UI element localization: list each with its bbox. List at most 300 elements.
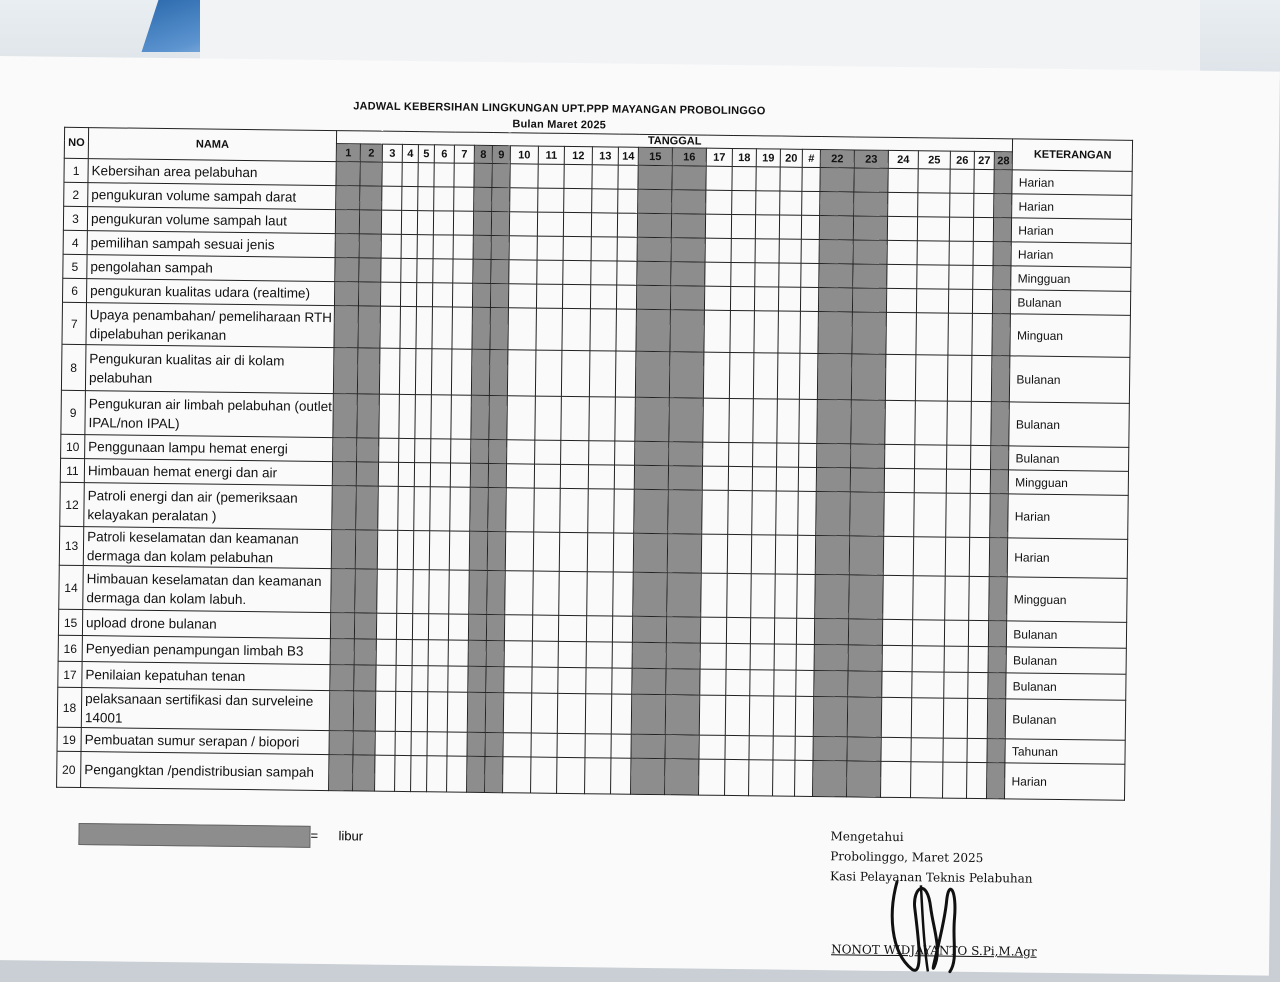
day-cell: [563, 212, 591, 236]
day-cell: [779, 239, 801, 263]
day-cell: [614, 465, 634, 489]
day-cell: [379, 438, 399, 462]
day-cell: [450, 463, 470, 487]
day-cell: [560, 488, 589, 532]
day-cell: [775, 574, 798, 618]
holiday-cell: [334, 282, 358, 306]
holiday-cell: [819, 240, 853, 264]
activity-name: Upaya penambahan/ pemeliharaan RTH dipelabuhan perikanan: [86, 303, 334, 348]
day-cell: [883, 536, 913, 575]
day-cell: [376, 665, 396, 691]
holiday-cell: [635, 397, 670, 441]
holiday-cell: [336, 186, 360, 210]
holiday-cell: [666, 669, 700, 695]
day-cell: [947, 401, 972, 445]
holiday-cell: [469, 531, 487, 570]
day-cell: [617, 213, 637, 237]
day-cell: [795, 736, 813, 760]
holiday-cell: [474, 187, 492, 211]
day-header: 4: [402, 144, 418, 162]
day-cell: [944, 646, 968, 672]
day-cell: [453, 211, 473, 235]
day-cell: [700, 669, 726, 695]
day-cell: [416, 283, 432, 307]
day-cell: [945, 537, 969, 576]
holiday-cell: [667, 573, 702, 617]
day-cell: [755, 215, 779, 239]
day-cell: [558, 615, 586, 641]
day-cell: [509, 236, 537, 260]
day-cell: [401, 210, 417, 234]
day-cell: [756, 167, 780, 191]
holiday-cell: [669, 352, 704, 398]
row-number: 18: [57, 687, 81, 727]
day-cell: [752, 467, 776, 491]
day-cell: [397, 569, 414, 613]
day-cell: [613, 572, 634, 616]
day-cell: [948, 289, 972, 313]
holiday-cell: [988, 647, 1007, 673]
day-cell: [505, 571, 534, 615]
holiday-cell: [818, 288, 852, 312]
day-cell: [950, 193, 974, 217]
day-cell: [510, 188, 538, 212]
day-cell: [428, 666, 448, 692]
holiday-cell: [637, 213, 671, 237]
holiday-cell: [667, 534, 701, 573]
day-cell: [752, 491, 777, 535]
holiday-cell: [485, 732, 503, 756]
holiday-cell: [815, 536, 849, 575]
holiday-cell: [853, 240, 887, 264]
row-number: 16: [58, 635, 82, 661]
row-number: 17: [58, 661, 82, 687]
day-cell: [504, 667, 532, 693]
day-cell: [780, 167, 802, 191]
day-cell: [564, 188, 592, 212]
day-cell: [402, 186, 418, 210]
row-number: 1: [64, 158, 88, 182]
day-cell: [703, 398, 730, 442]
day-cell: [699, 735, 725, 759]
holiday-cell: [668, 490, 703, 534]
day-cell: [589, 397, 616, 441]
day-cell: [968, 646, 988, 672]
holiday-cell: [671, 238, 705, 262]
activity-name: pelaksanaan sertifikasi dan surveleine 14001: [81, 688, 329, 731]
day-cell: [452, 307, 473, 349]
day-cell: [612, 616, 632, 642]
holiday-cell: [665, 759, 699, 795]
holiday-cell: [636, 309, 671, 351]
day-cell: [915, 401, 948, 445]
day-cell: [412, 666, 428, 692]
header-nama: NAMA: [88, 128, 336, 162]
holiday-cell: [471, 349, 490, 395]
holiday-cell: [467, 732, 485, 756]
day-cell: [451, 349, 472, 395]
holiday-cell: [993, 218, 1012, 242]
day-cell: [453, 259, 473, 283]
day-cell: [918, 169, 950, 193]
day-cell: [611, 734, 631, 758]
day-header: 19: [756, 149, 780, 167]
day-header: 12: [564, 146, 592, 164]
day-cell: [557, 733, 585, 757]
day-cell: [534, 488, 561, 532]
day-cell: [753, 353, 778, 399]
day-cell: [585, 694, 611, 734]
day-cell: [503, 733, 531, 757]
day-cell: [432, 283, 452, 307]
day-cell: [800, 287, 818, 311]
day-cell: [731, 214, 755, 238]
day-cell: [413, 570, 430, 614]
day-cell: [533, 571, 560, 615]
day-cell: [400, 282, 416, 306]
day-cell: [534, 464, 560, 488]
holiday-cell: [847, 761, 881, 797]
day-cell: [589, 441, 615, 465]
activity-name: Himbauan keselamatan dan keamanan dermaga dan kolam labuh.: [83, 566, 332, 613]
day-cell: [381, 234, 401, 258]
holiday-cell: [850, 492, 885, 536]
day-cell: [800, 311, 819, 353]
day-cell: [911, 738, 943, 762]
day-cell: [972, 289, 992, 313]
holiday-cell: [814, 618, 848, 644]
day-header: 10: [510, 146, 538, 164]
day-header: 13: [592, 147, 618, 165]
holiday-cell: [992, 314, 1011, 356]
day-cell: [801, 239, 819, 263]
day-cell: [418, 163, 434, 187]
day-cell: [417, 259, 433, 283]
holiday-cell: [330, 665, 354, 691]
day-cell: [799, 443, 817, 467]
day-cell: [943, 698, 967, 738]
day-cell: [915, 445, 947, 469]
frequency-note: Mingguan: [1009, 470, 1129, 495]
day-cell: [591, 261, 617, 285]
holiday-cell: [848, 671, 882, 697]
day-cell: [433, 259, 453, 283]
day-cell: [447, 692, 467, 732]
day-cell: [398, 462, 414, 486]
day-cell: [562, 284, 590, 308]
day-cell: [506, 488, 535, 532]
holiday-cell: [472, 307, 491, 349]
row-number: 14: [59, 565, 84, 609]
day-cell: [881, 761, 911, 797]
holiday-cell: [329, 691, 353, 731]
holiday-cell: [357, 394, 380, 438]
day-cell: [418, 187, 434, 211]
frequency-note: Harian: [1005, 763, 1125, 800]
day-cell: [967, 762, 987, 798]
day-cell: [946, 469, 970, 493]
frequency-note: Harian: [1008, 494, 1129, 539]
day-cell: [750, 618, 774, 644]
holiday-cell: [818, 312, 853, 354]
day-header: 18: [732, 148, 756, 166]
day-cell: [617, 237, 637, 261]
holiday-cell: [987, 739, 1006, 763]
day-cell: [592, 189, 618, 213]
holiday-cell: [847, 737, 881, 761]
day-cell: [561, 396, 590, 440]
day-cell: [507, 396, 536, 440]
day-cell: [395, 755, 411, 791]
holiday-cell: [634, 489, 669, 533]
holiday-cell: [357, 348, 380, 394]
day-cell: [753, 443, 777, 467]
holiday-cell: [492, 188, 510, 212]
day-header: 15: [638, 147, 672, 165]
day-cell: [535, 350, 562, 396]
day-cell: [395, 691, 411, 731]
day-cell: [971, 355, 992, 401]
holiday-cell: [854, 168, 888, 192]
holiday-cell: [816, 468, 850, 492]
activity-name: Penggunaan lampu hemat energi: [85, 435, 333, 462]
day-header: 16: [672, 148, 706, 166]
handwritten-signature: [884, 867, 965, 978]
header-tanggal: TANGGAL: [336, 131, 1012, 152]
holiday-cell: [850, 468, 884, 492]
holiday-cell: [491, 236, 509, 260]
day-header: 24: [888, 150, 918, 168]
day-header: 8: [474, 145, 492, 163]
holiday-cell: [468, 666, 486, 692]
day-cell: [382, 186, 402, 210]
holiday-cell: [332, 462, 356, 486]
row-number: 2: [64, 182, 88, 206]
day-cell: [700, 643, 726, 669]
day-cell: [414, 463, 430, 487]
day-cell: [381, 258, 401, 282]
holiday-cell: [632, 616, 666, 642]
frequency-note: Bulanan: [1011, 290, 1131, 315]
day-cell: [727, 573, 752, 617]
frequency-note: Bulanan: [1009, 446, 1129, 471]
holiday-cell: [486, 614, 504, 640]
day-cell: [726, 643, 750, 669]
holiday-cell: [638, 165, 672, 189]
holiday-cell: [356, 486, 379, 530]
holiday-cell: [987, 699, 1006, 739]
holiday-cell: [633, 533, 667, 572]
day-cell: [411, 756, 427, 792]
holiday-cell: [471, 439, 489, 463]
holiday-cell: [631, 758, 665, 794]
holiday-cell: [486, 666, 504, 692]
day-cell: [416, 307, 433, 349]
day-cell: [970, 469, 990, 493]
holiday-cell: [330, 639, 354, 665]
holiday-cell: [489, 350, 508, 396]
day-cell: [415, 349, 432, 395]
day-cell: [973, 217, 993, 241]
frequency-note: Mingguan: [1007, 577, 1128, 622]
day-cell: [702, 490, 729, 534]
holiday-cell: [851, 354, 886, 400]
holiday-cell: [852, 288, 886, 312]
holiday-cell: [813, 696, 847, 736]
day-cell: [505, 532, 533, 571]
holiday-cell: [991, 446, 1010, 470]
day-cell: [449, 531, 469, 570]
frequency-note: Harian: [1011, 242, 1131, 267]
day-cell: [417, 235, 433, 259]
day-cell: [535, 396, 562, 440]
day-cell: [533, 532, 559, 571]
holiday-cell: [335, 258, 359, 282]
day-cell: [615, 351, 636, 397]
holiday-cell: [359, 210, 381, 234]
day-cell: [974, 193, 994, 217]
holiday-cell: [354, 639, 376, 665]
day-cell: [447, 732, 467, 756]
day-cell: [756, 191, 780, 215]
day-cell: [970, 493, 991, 537]
day-cell: [504, 641, 532, 667]
day-header: 23: [854, 150, 888, 168]
holiday-cell: [819, 264, 853, 288]
day-cell: [701, 534, 727, 573]
day-cell: [780, 191, 802, 215]
day-cell: [774, 644, 796, 670]
day-cell: [537, 212, 563, 236]
day-cell: [615, 441, 635, 465]
holiday-cell: [488, 463, 506, 487]
day-cell: [730, 286, 754, 310]
day-cell: [884, 492, 915, 536]
sign-line-acknowledged: Mengetahui: [830, 829, 904, 845]
day-cell: [699, 759, 725, 795]
day-cell: [400, 306, 417, 348]
day-cell: [395, 731, 411, 755]
holiday-cell: [991, 356, 1010, 402]
day-cell: [401, 234, 417, 258]
activity-name: Pengukuran air limbah pelabuhan (outlet IPAL/non IPAL): [85, 391, 334, 438]
holiday-cell: [491, 260, 509, 284]
day-cell: [917, 217, 949, 241]
day-cell: [918, 193, 950, 217]
day-cell: [912, 620, 944, 646]
day-cell: [397, 530, 413, 569]
day-cell: [532, 641, 558, 667]
day-cell: [702, 466, 728, 490]
holiday-cell: [814, 670, 848, 696]
document-title: JADWAL KEBERSIHAN LINGKUNGAN UPT.PPP MAYANGAN PROBOLINGGO: [353, 100, 766, 118]
day-cell: [509, 260, 537, 284]
day-cell: [587, 533, 613, 572]
day-cell: [616, 309, 637, 351]
day-cell: [888, 192, 918, 216]
day-cell: [561, 440, 589, 464]
day-cell: [429, 570, 450, 614]
header-no: NO: [64, 127, 88, 158]
holiday-cell: [334, 306, 359, 348]
day-cell: [590, 309, 617, 351]
day-cell: [429, 531, 449, 570]
day-cell: [944, 620, 968, 646]
day-cell: [428, 614, 448, 640]
holiday-cell: [815, 574, 850, 618]
holiday-cell: [335, 210, 359, 234]
frequency-note: Harian: [1012, 170, 1132, 195]
day-cell: [434, 163, 454, 187]
day-cell: [376, 639, 396, 665]
day-cell: [950, 169, 974, 193]
day-cell: [887, 264, 917, 288]
day-cell: [774, 618, 796, 644]
day-cell: [586, 616, 612, 642]
day-cell: [705, 262, 731, 286]
day-cell: [776, 491, 799, 535]
day-cell: [537, 260, 563, 284]
day-cell: [379, 348, 400, 394]
frequency-note: Minguan: [1010, 314, 1131, 357]
day-header: 25: [918, 151, 950, 169]
day-header: 2: [360, 144, 382, 162]
holiday-cell: [492, 164, 510, 188]
day-cell: [797, 574, 816, 618]
day-cell: [618, 189, 638, 213]
row-number: 11: [60, 458, 84, 482]
holiday-cell: [473, 235, 491, 259]
day-cell: [753, 399, 778, 443]
day-header: 26: [950, 151, 974, 169]
day-cell: [415, 395, 432, 439]
holiday-cell: [467, 692, 485, 732]
activity-name: Himbauan hemat energi dan air: [84, 459, 332, 486]
day-cell: [884, 468, 914, 492]
day-cell: [886, 312, 917, 354]
day-cell: [972, 313, 993, 355]
day-cell: [412, 640, 428, 666]
row-number: 5: [63, 254, 87, 278]
day-cell: [396, 639, 412, 665]
day-cell: [381, 210, 401, 234]
day-cell: [777, 353, 800, 399]
day-cell: [560, 464, 588, 488]
row-number: 12: [60, 482, 85, 526]
holiday-cell: [849, 575, 884, 619]
day-cell: [971, 401, 992, 445]
day-cell: [755, 263, 779, 287]
day-cell: [729, 352, 754, 398]
day-cell: [704, 310, 731, 352]
day-cell: [888, 168, 918, 192]
holiday-cell: [330, 613, 354, 639]
holiday-cell: [333, 438, 357, 462]
holiday-cell: [354, 665, 376, 691]
day-cell: [916, 313, 949, 355]
day-cell: [531, 757, 557, 793]
day-cell: [916, 289, 948, 313]
day-cell: [376, 613, 396, 639]
holiday-cell: [990, 494, 1009, 538]
day-cell: [799, 353, 818, 399]
frequency-note: Bulanan: [1006, 673, 1126, 700]
frequency-note: Harian: [1008, 538, 1128, 578]
day-cell: [508, 308, 537, 350]
day-cell: [749, 696, 773, 736]
holiday-cell: [335, 234, 359, 258]
day-cell: [558, 641, 586, 667]
